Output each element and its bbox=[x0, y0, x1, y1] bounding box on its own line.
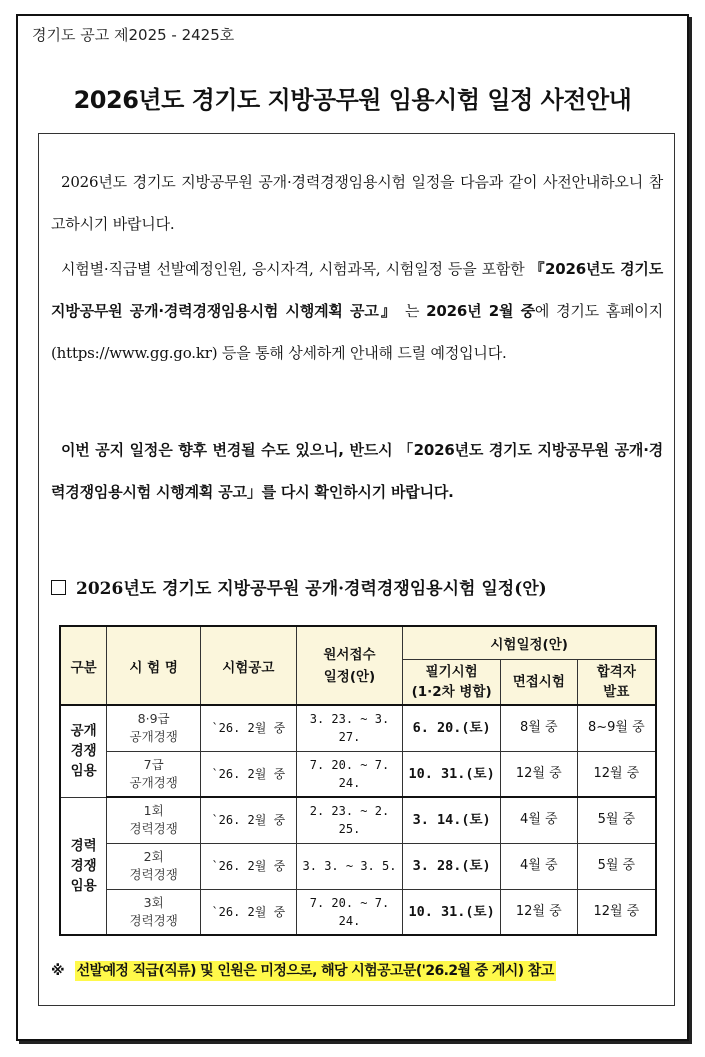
interview-cell: 12월 중 bbox=[500, 889, 577, 935]
group-label-career: 경력 경쟁 임용 bbox=[60, 797, 107, 935]
header-result: 합격자 발표 bbox=[577, 659, 656, 705]
change-warning-paragraph bbox=[51, 429, 663, 513]
details-connector: 는 bbox=[404, 302, 420, 320]
exam-name-cell: 7급 공개경쟁 bbox=[107, 751, 201, 797]
reference-mark-icon: ※ bbox=[51, 963, 65, 979]
header-written-exam: 필기시험 (1·2차 병합) bbox=[403, 659, 501, 705]
application-cell: 7. 20. ~ 7. 24. bbox=[296, 751, 403, 797]
plan-notice-title: 『2026년도 경기도 지방공무원 공개·경력경쟁임용시험 시행계획 공고』 bbox=[51, 260, 663, 320]
group-label-open: 공개 경쟁 임용 bbox=[60, 705, 107, 797]
intro-paragraph bbox=[51, 161, 663, 245]
details-paragraph bbox=[51, 248, 663, 374]
page-title: 2026년도 경기도 지방공무원 임용시험 일정 사전안내 bbox=[73, 86, 632, 114]
exam-name-cell: 3회 경력경쟁 bbox=[107, 889, 201, 935]
schedule-heading-text: 2026년도 경기도 지방공무원 공개·경력경쟁임용시험 일정(안) bbox=[76, 579, 547, 599]
written-exam-cell: 10. 31.(토) bbox=[403, 889, 501, 935]
details-rest-text: 에 경기도 홈페이지(https://www.gg.go.kr) 등을 통해 상세하게 안내해 드릴 예정입니다. bbox=[51, 302, 663, 362]
details-intro-text: 시험별·직급별 선발예정인원, 응시자격, 시험과목, 시험일정 등을 포함한 bbox=[61, 260, 525, 278]
result-cell: 12월 중 bbox=[577, 889, 656, 935]
result-cell: 5월 중 bbox=[577, 797, 656, 843]
schedule-section-heading bbox=[51, 574, 663, 599]
header-announcement: 시험공고 bbox=[200, 626, 296, 705]
intro-text: 2026년도 경기도 지방공무원 공개·경력경쟁임용시험 일정을 다음과 같이 사전안내하오니 참고하시기 바랍니다. bbox=[51, 173, 663, 233]
result-cell: 12월 중 bbox=[577, 751, 656, 797]
application-cell: 3. 3. ~ 3. 5. bbox=[296, 843, 403, 889]
header-exam-name: 시 험 명 bbox=[107, 626, 201, 705]
header-application: 원서접수 일정(안) bbox=[296, 626, 403, 705]
result-cell: 5월 중 bbox=[577, 843, 656, 889]
notice-date: 2026년 2월 중 bbox=[426, 302, 535, 320]
header-exam-schedule: 시험일정(안) bbox=[403, 626, 656, 659]
checkbox-square-icon bbox=[51, 580, 66, 595]
announcement-cell: `26. 2월 중 bbox=[200, 751, 296, 797]
written-exam-cell: 3. 14.(토) bbox=[403, 797, 501, 843]
announcement-cell: `26. 2월 중 bbox=[200, 705, 296, 751]
announcement-cell: `26. 2월 중 bbox=[200, 843, 296, 889]
content-box bbox=[38, 133, 675, 1006]
exam-name-cell: 8·9급 공개경쟁 bbox=[107, 705, 201, 751]
result-cell: 8~9월 중 bbox=[577, 705, 656, 751]
interview-cell: 12월 중 bbox=[500, 751, 577, 797]
announcement-reference-number: 경기도 공고 제2025 - 2425호 bbox=[32, 26, 235, 44]
exam-name-cell: 1회 경력경쟁 bbox=[107, 797, 201, 843]
header-category: 구분 bbox=[60, 626, 107, 705]
interview-cell: 8월 중 bbox=[500, 705, 577, 751]
written-exam-cell: 3. 28.(토) bbox=[403, 843, 501, 889]
application-cell: 2. 23. ~ 2. 25. bbox=[296, 797, 403, 843]
footnote bbox=[51, 960, 663, 980]
exam-name-cell: 2회 경력경쟁 bbox=[107, 843, 201, 889]
highlighted-footnote-text: 선발예정 직급(직류) 및 인원은 미정으로, 해당 시험공고문('26.2월 중 게시) 참고 bbox=[76, 963, 554, 979]
application-cell: 3. 23. ~ 3. 27. bbox=[296, 705, 403, 751]
exam-schedule-table bbox=[59, 625, 657, 936]
written-exam-cell: 6. 20.(토) bbox=[403, 705, 501, 751]
announcement-cell: `26. 2월 중 bbox=[200, 889, 296, 935]
application-cell: 7. 20. ~ 7. 24. bbox=[296, 889, 403, 935]
interview-cell: 4월 중 bbox=[500, 843, 577, 889]
change-warning-text: 이번 공지 일정은 향후 변경될 수도 있으니, 반드시 「2026년도 경기도 지방공무원 공개·경력경쟁임용시험 시행계획 공고」를 다시 확인하시기 바랍니다. bbox=[51, 441, 663, 501]
written-exam-cell: 10. 31.(토) bbox=[403, 751, 501, 797]
announcement-cell: `26. 2월 중 bbox=[200, 797, 296, 843]
header-interview: 면접시험 bbox=[500, 659, 577, 705]
interview-cell: 4월 중 bbox=[500, 797, 577, 843]
